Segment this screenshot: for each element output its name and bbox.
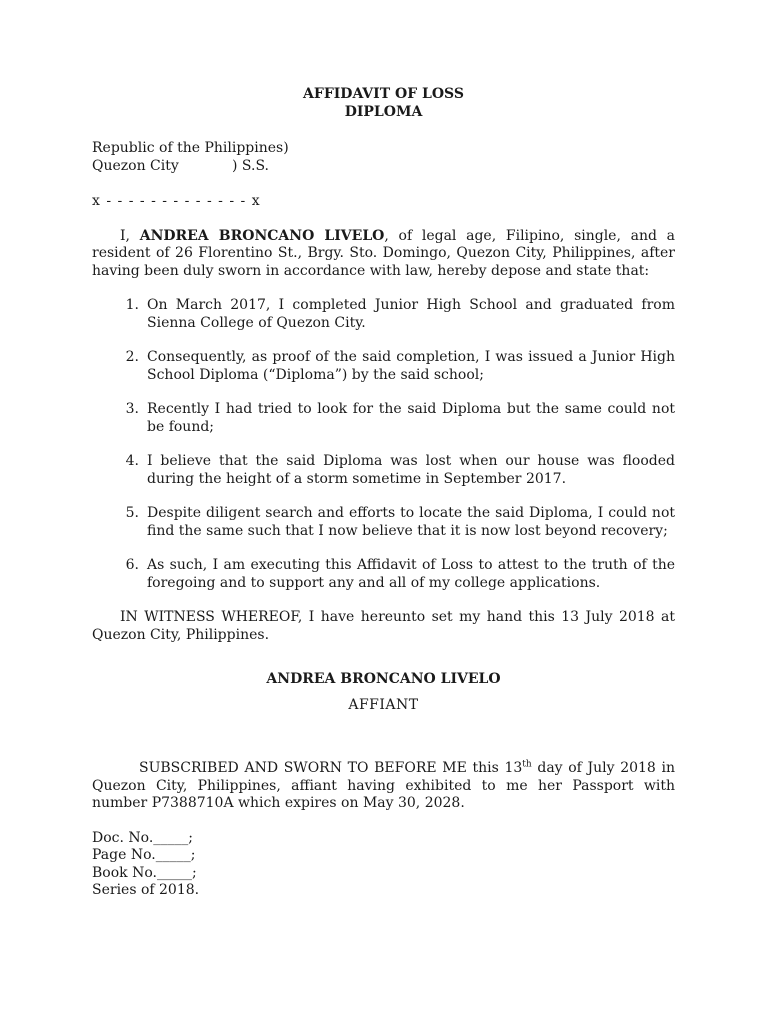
venue-separator: x - - - - - - - - - - - - - x bbox=[92, 193, 261, 209]
item-text: As such, I am executing this Affidavit of Loss to attest to the truth of the foregoing and to support any and all of my college applications. bbox=[147, 557, 675, 591]
intro-rest: , of legal age, Filipino, single, and a resident of 26 Florentino St., Brgy. Sto. Domingo, Quezon City, Philippines, after having been duly sworn in accordance with law, hereby depose and state that: bbox=[92, 227, 676, 279]
venue-line-city bbox=[92, 158, 675, 176]
list-item bbox=[92, 505, 675, 540]
jurat-paragraph bbox=[92, 760, 675, 813]
affiant-label: AFFIANT bbox=[348, 696, 419, 713]
list-item bbox=[92, 401, 675, 436]
item-number: 4. bbox=[125, 453, 139, 469]
document-title: AFFIDAVIT OF LOSS bbox=[303, 86, 464, 102]
venue-block bbox=[92, 140, 675, 175]
venue-city: Quezon City bbox=[92, 157, 179, 174]
statement-list bbox=[92, 297, 675, 592]
doc-no-label: Doc. No. bbox=[92, 829, 154, 846]
notarial-register bbox=[92, 830, 675, 900]
item-text: Consequently, as proof of the said completion, I was issued a Junior High School Diploma (“Diploma”) by the said school; bbox=[147, 349, 675, 383]
intro-paragraph bbox=[92, 228, 675, 281]
item-number: 1. bbox=[125, 297, 139, 313]
list-item bbox=[92, 453, 675, 488]
affiant-name-inline: ANDREA BRONCANO LIVELO bbox=[139, 227, 385, 244]
item-number: 6. bbox=[125, 557, 139, 573]
signature-affiant-name: ANDREA BRONCANO LIVELO bbox=[266, 671, 501, 687]
item-text: I believe that the said Diploma was lost when our house was flooded during the height of a storm sometime in September 2017. bbox=[147, 453, 675, 487]
page-no-line bbox=[92, 847, 675, 865]
jurat-pre: SUBSCRIBED AND SWORN TO BEFORE ME this 13 bbox=[139, 760, 523, 776]
venue-ss: ) S.S. bbox=[232, 157, 269, 174]
list-item bbox=[92, 349, 675, 384]
witness-paragraph: IN WITNESS WHEREOF, I have hereunto set my hand this 13 July 2018 at Quezon City, Philippines. bbox=[92, 609, 675, 643]
book-no-label: Book No. bbox=[92, 864, 157, 881]
doc-no-line bbox=[92, 830, 675, 848]
page-no-blank: _____; bbox=[155, 847, 196, 863]
list-item bbox=[92, 297, 675, 332]
item-number: 2. bbox=[125, 349, 139, 365]
book-no-blank: _____; bbox=[156, 864, 197, 881]
jurat-ordinal-suffix: th bbox=[522, 759, 532, 770]
intro-lead: I, bbox=[120, 227, 140, 244]
item-text: Despite diligent search and efforts to locate the said Diploma, I could not find the same such that I now believe that it is now lost beyond recovery; bbox=[147, 505, 675, 539]
series-line: Series of 2018. bbox=[92, 882, 200, 898]
item-text: On March 2017, I completed Junior High School and graduated from Sienna College of Quezon City. bbox=[147, 297, 675, 331]
doc-no-blank: _____; bbox=[153, 829, 193, 846]
book-no-line bbox=[92, 865, 675, 883]
item-number: 3. bbox=[125, 401, 139, 417]
list-item bbox=[92, 557, 675, 592]
jurat-post: day of July 2018 in Quezon City, Philippines, affiant having exhibited to me her Passport with number P7388710A which expires on May 30, 2028. bbox=[92, 760, 676, 811]
affidavit-document bbox=[92, 86, 675, 900]
venue-line-republic: Republic of the Philippines) bbox=[92, 140, 289, 156]
document-subtitle: DIPLOMA bbox=[344, 103, 423, 120]
item-number: 5. bbox=[125, 505, 139, 521]
item-text: Recently I had tried to look for the said Diploma but the same could not be found; bbox=[147, 401, 675, 435]
page-no-label: Page No. bbox=[92, 847, 156, 863]
